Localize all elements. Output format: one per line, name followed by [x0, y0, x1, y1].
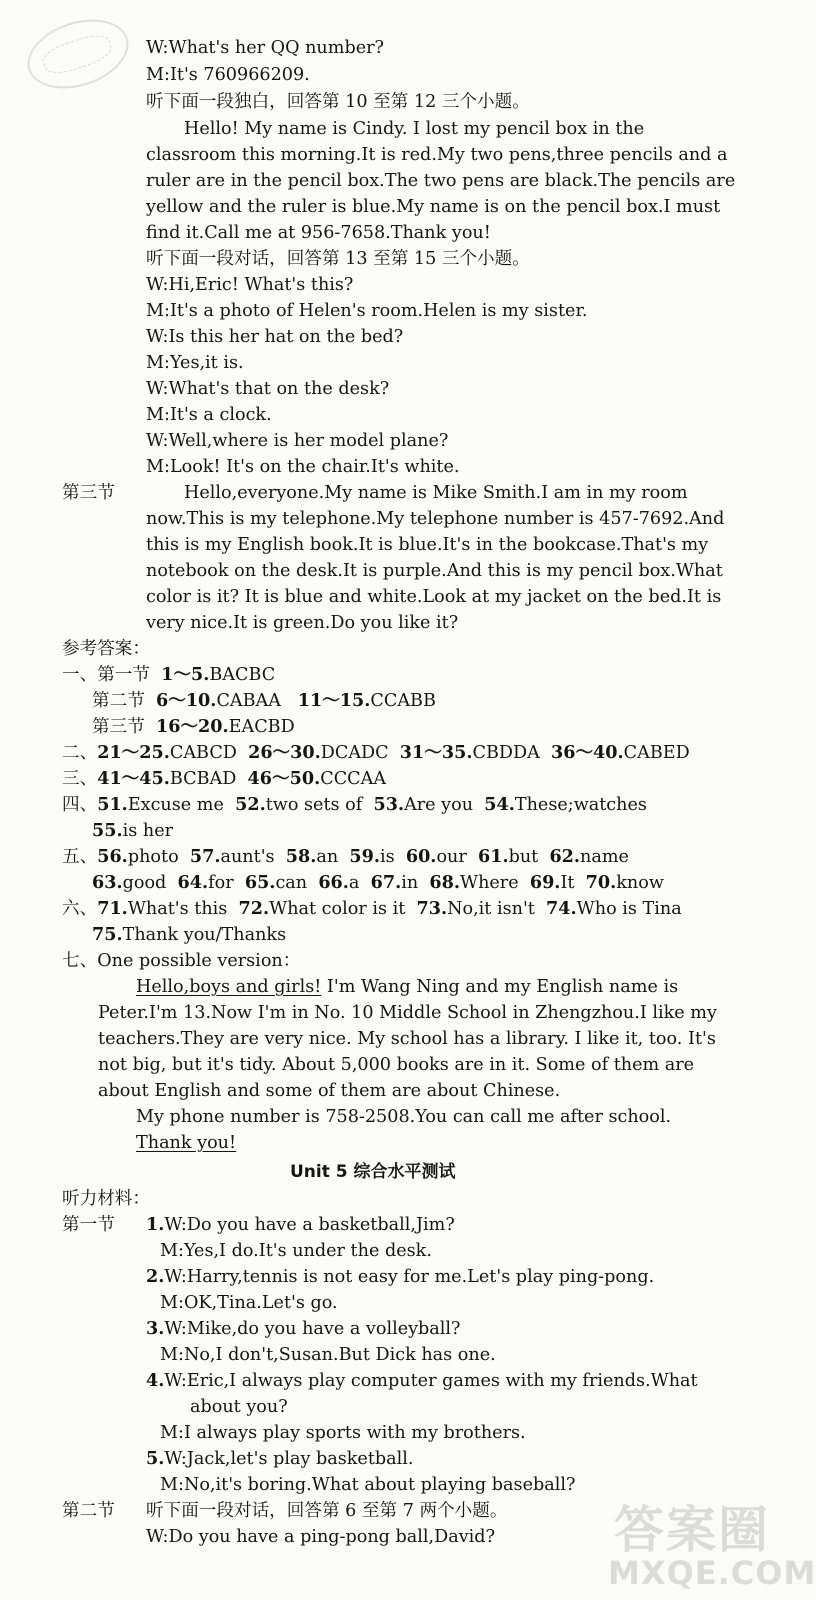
- part2-instruction: 听下面一段对话，回答第 6 至第 7 两个小题。: [146, 1501, 508, 1521]
- answer-number: 62.: [549, 846, 581, 867]
- answer-text: Where: [459, 873, 519, 893]
- essay-closing: Thank you!: [136, 1133, 237, 1153]
- answer-number: 6～10.: [155, 690, 217, 711]
- answer-number: 57.: [189, 846, 221, 867]
- answer-number: 11～15.: [297, 690, 371, 711]
- answer-text: CABED: [623, 743, 690, 763]
- answer-row: [62, 948, 300, 974]
- answer-prefix: 七、: [62, 951, 98, 971]
- answer-number: 36～40.: [550, 742, 624, 763]
- answer-text: CCCAA: [320, 769, 387, 789]
- listening-label: 听力材料：: [62, 1189, 150, 1209]
- part3-line: notebook on the desk.It is purple.And this is my pencil box.What: [146, 561, 723, 581]
- question-number: 2.: [146, 1266, 165, 1287]
- answer-text: EACBD: [228, 717, 295, 737]
- answer-text: BCBAD: [169, 769, 237, 789]
- essay-text: I'm Wang Ning and my English name is: [321, 977, 679, 997]
- dialogue-line: W:Well,where is her model plane?: [146, 431, 449, 451]
- answer-number: 16～20.: [155, 716, 229, 737]
- answer-text: name: [580, 847, 629, 867]
- answer-text: our: [436, 847, 467, 867]
- answer-prefix: 第二节: [92, 691, 145, 711]
- monologue-line: classroom this morning.It is red.My two pens,three pencils and a: [146, 145, 728, 165]
- part3-line: now.This is my telephone.My telephone number is 457-7692.And: [146, 509, 725, 529]
- question-text: W:Jack,let's play basketball.: [164, 1449, 414, 1469]
- answer-row: [92, 818, 173, 844]
- answer-text: an: [316, 847, 339, 867]
- answer-number: 55.: [92, 820, 123, 841]
- answer-row: [62, 740, 690, 766]
- part3-label: 第三节: [62, 483, 115, 503]
- monologue-line: Hello! My name is Cindy. I lost my pencil box in the: [184, 119, 645, 139]
- answer-number: 66.: [318, 872, 349, 893]
- answer-number: 52.: [235, 794, 266, 815]
- question-number: 1.: [146, 1214, 165, 1235]
- answer-text: can: [275, 873, 308, 893]
- answer-row: [92, 688, 436, 714]
- essay-line: teachers.They are very nice. My school has a library. I like it, too. It's: [98, 1029, 716, 1049]
- answer-text: aunt's: [220, 847, 275, 867]
- answer-text: but: [508, 847, 539, 867]
- answer-text: BACBC: [209, 665, 276, 685]
- question-number: 4.: [146, 1370, 165, 1391]
- answer-text: What color is it: [269, 899, 406, 919]
- answer-number: 61.: [477, 846, 509, 867]
- question-line: W:Do you have a ping-pong ball,David?: [146, 1527, 495, 1547]
- question-line: [146, 1316, 461, 1342]
- essay-line: about English and some of them are about Chinese.: [98, 1081, 561, 1101]
- answer-number: 65.: [244, 872, 276, 893]
- answer-text: photo: [127, 847, 179, 867]
- part3-line: very nice.It is green.Do you like it?: [146, 613, 459, 633]
- answer-number: 51.: [97, 794, 128, 815]
- unit-title: Unit 5 综合水平测试: [290, 1162, 456, 1182]
- answer-text: is her: [122, 821, 174, 841]
- answer-row: [62, 896, 682, 922]
- answer-text: These;watches: [514, 795, 647, 815]
- question-text: W:Do you have a basketball,Jim?: [164, 1215, 455, 1235]
- answer-number: 70.: [585, 872, 617, 893]
- answer-text: know: [616, 873, 664, 893]
- answer-number: 69.: [529, 872, 561, 893]
- essay-line: My phone number is 758-2508.You can call me after school.: [136, 1107, 672, 1127]
- answer-number: 1～5.: [161, 664, 210, 685]
- answer-row: [62, 662, 275, 688]
- question-line: [146, 1212, 455, 1238]
- question-line: M:OK,Tina.Let's go.: [160, 1293, 338, 1313]
- answer-row: [92, 714, 295, 740]
- answer-number: 64.: [177, 872, 209, 893]
- answer-text: Who is Tina: [576, 899, 682, 919]
- dialogue-line: M:Yes,it is.: [146, 353, 244, 373]
- answer-prefix: 五、: [62, 847, 98, 867]
- answer-prefix: 第三节: [92, 717, 145, 737]
- answer-text: It: [560, 873, 575, 893]
- monologue-line: ruler are in the pencil box.The two pens are black.The pencils are: [146, 171, 736, 191]
- answer-number: 53.: [373, 794, 405, 815]
- answer-number: 71.: [97, 898, 128, 919]
- dialogue-line: W:Is this her hat on the bed?: [146, 327, 404, 347]
- answer-row: [92, 922, 286, 948]
- answer-text: a: [348, 873, 360, 893]
- answer-text: for: [208, 873, 234, 893]
- question-text: W:Mike,do you have a volleyball?: [164, 1319, 461, 1339]
- essay-line: [136, 974, 678, 1000]
- part1-label: 第一节: [62, 1215, 115, 1235]
- question-number: 5.: [146, 1448, 165, 1469]
- question-line: M:No,I don't,Susan.But Dick has one.: [160, 1345, 496, 1365]
- question-line: M:I always play sports with my brothers.: [160, 1423, 526, 1443]
- essay-greeting: Hello,boys and girls!: [136, 977, 322, 997]
- answer-row: [92, 870, 664, 896]
- answer-prefix: 一、第一节: [62, 665, 150, 685]
- answer-number: 74.: [546, 898, 577, 919]
- question-line: [146, 1446, 414, 1472]
- part3-line: Hello,everyone.My name is Mike Smith.I am in my room: [184, 483, 688, 503]
- dialogue-line: W:What's her QQ number?: [146, 38, 384, 58]
- answer-prefix: 六、: [62, 899, 98, 919]
- answer-text: is: [379, 847, 395, 867]
- answer-label: One possible version：: [97, 951, 301, 971]
- dialogue-line: M:It's 760966209.: [146, 65, 310, 85]
- dialogue-line: M:It's a clock.: [146, 405, 272, 425]
- answer-number: 68.: [429, 872, 460, 893]
- answer-text: CCABB: [370, 691, 436, 711]
- answer-number: 54.: [484, 794, 515, 815]
- watermark-site: MXQE.COM: [608, 1554, 816, 1592]
- answer-number: 72.: [238, 898, 270, 919]
- stamp-mark: [19, 7, 138, 100]
- answer-number: 63.: [92, 872, 123, 893]
- dialogue-line: M:Look! It's on the chair.It's white.: [146, 457, 460, 477]
- essay-line: [136, 1130, 236, 1156]
- part3-line: this is my English book.It is blue.It's in the bookcase.That's my: [146, 535, 709, 555]
- answer-text: DCADC: [320, 743, 389, 763]
- essay-line: Peter.I'm 13.Now I'm in No. 10 Middle School in Zhengzhou.I like my: [98, 1003, 717, 1023]
- part2-label: 第二节: [62, 1501, 115, 1521]
- answer-number: 75.: [92, 924, 123, 945]
- question-line: M:No,it's boring.What about playing baseball?: [160, 1475, 576, 1495]
- question-line: about you?: [190, 1397, 288, 1417]
- answer-text: good: [122, 873, 167, 893]
- question-line: M:Yes,I do.It's under the desk.: [160, 1241, 432, 1261]
- question-line: [146, 1264, 654, 1290]
- answer-row: [62, 792, 647, 818]
- answer-number: 58.: [285, 846, 317, 867]
- dialogue-line: W:Hi,Eric! What's this?: [146, 275, 354, 295]
- monologue-line: find it.Call me at 956-7658.Thank you!: [146, 223, 491, 243]
- answer-number: 41～45.: [97, 768, 170, 789]
- answer-number: 59.: [349, 846, 380, 867]
- monologue-line: yellow and the ruler is blue.My name is on the pencil box.I must: [146, 197, 721, 217]
- answer-row: [62, 844, 629, 870]
- answer-text: No,it isn't: [447, 899, 535, 919]
- answer-prefix: 二、: [62, 743, 98, 763]
- answer-row: [62, 766, 386, 792]
- answer-number: 56.: [97, 846, 128, 867]
- answer-number: 21～25.: [97, 742, 170, 763]
- question-number: 3.: [146, 1318, 165, 1339]
- answer-text: Are you: [404, 795, 474, 815]
- watermark: [600, 1490, 816, 1596]
- instruction-13-15: 听下面一段对话，回答第 13 至第 15 三个小题。: [146, 249, 530, 269]
- question-text: W:Eric,I always play computer games with my friends.What: [164, 1371, 698, 1391]
- dialogue-line: W:What's that on the desk?: [146, 379, 390, 399]
- answer-prefix: 四、: [62, 795, 98, 815]
- answer-number: 73.: [416, 898, 448, 919]
- answer-text: CABAA: [216, 691, 281, 711]
- watermark-logo: 答案圈: [614, 1501, 770, 1559]
- answer-number: 26～30.: [248, 742, 321, 763]
- answer-text: two sets of: [265, 795, 363, 815]
- dialogue-line: M:It's a photo of Helen's room.Helen is my sister.: [146, 301, 588, 321]
- answer-prefix: 三、: [62, 769, 98, 789]
- part3-line: color is it? It is blue and white.Look at my jacket on the bed.It is: [146, 587, 722, 607]
- answer-number: 67.: [370, 872, 402, 893]
- essay-line: not big, but it's tidy. About 5,000 books are in it. Some of them are: [98, 1055, 695, 1075]
- answer-number: 31～35.: [399, 742, 473, 763]
- answer-number: 46～50.: [247, 768, 321, 789]
- answer-number: 60.: [405, 846, 437, 867]
- answer-text: CABCD: [169, 743, 237, 763]
- question-text: W:Harry,tennis is not easy for me.Let's play ping-pong.: [164, 1267, 655, 1287]
- instruction-10-12: 听下面一段独白，回答第 10 至第 12 三个小题。: [146, 92, 530, 112]
- answer-text: CBDDA: [472, 743, 540, 763]
- answer-text: in: [401, 873, 419, 893]
- answer-text: Thank you/Thanks: [122, 925, 287, 945]
- question-line: [146, 1368, 698, 1394]
- answer-text: What's this: [127, 899, 228, 919]
- answer-text: Excuse me: [127, 795, 224, 815]
- answers-heading: 参考答案：: [62, 639, 150, 659]
